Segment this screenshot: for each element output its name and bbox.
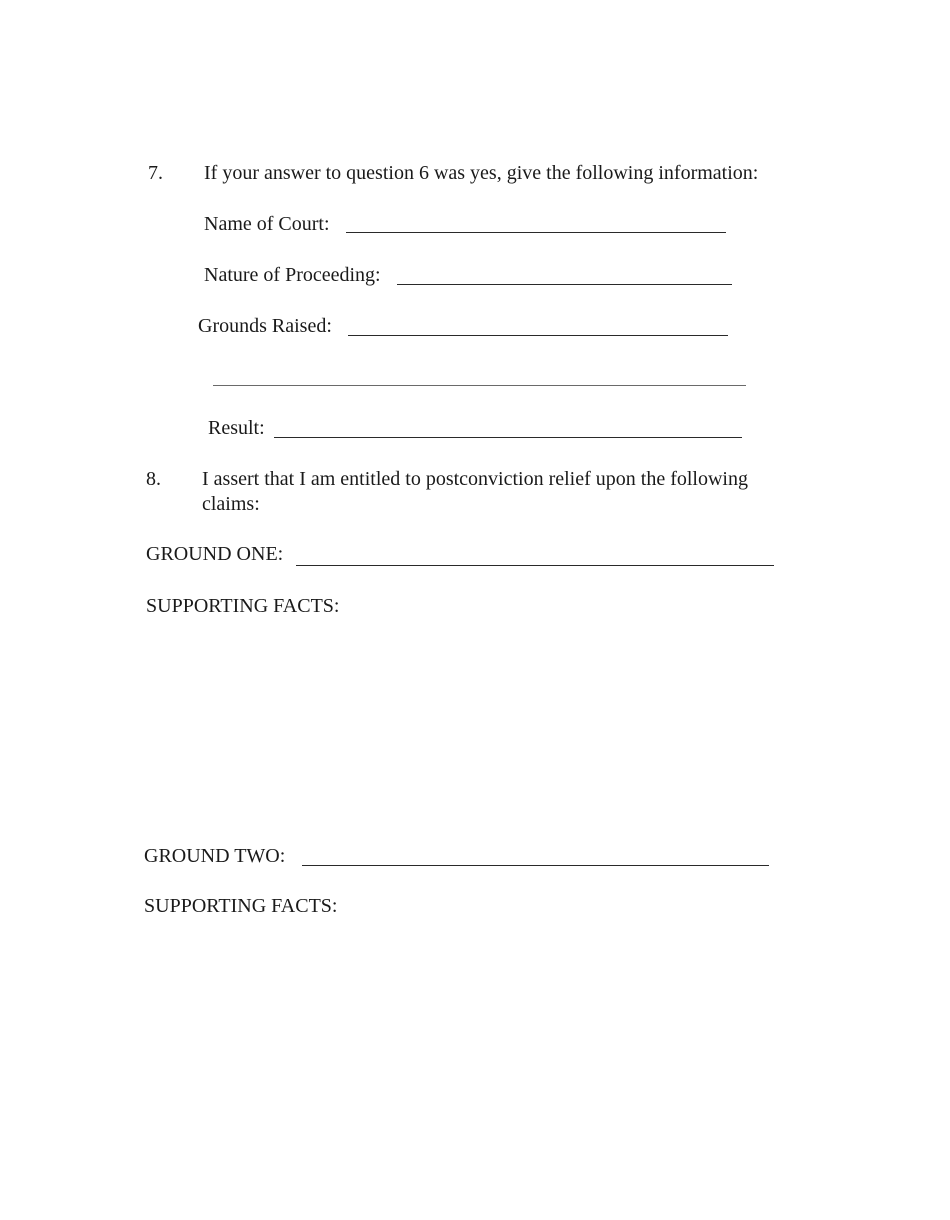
ground-two-label: GROUND TWO: — [144, 845, 286, 867]
ground-two-supporting-facts-label: SUPPORTING FACTS: — [144, 895, 338, 917]
grounds-raised-blank[interactable] — [348, 335, 728, 336]
ground-one-supporting-facts-area[interactable] — [146, 625, 776, 825]
nature-of-proceeding-label: Nature of Proceeding: — [204, 264, 381, 286]
ground-one-label: GROUND ONE: — [146, 543, 284, 565]
ground-two-supporting-facts-area[interactable] — [144, 925, 774, 1175]
question-8-line-1: I assert that I am entitled to postconviction relief upon the following — [202, 468, 748, 490]
result-label: Result: — [208, 417, 265, 439]
question-8-line-2: claims: — [202, 493, 260, 515]
name-of-court-label: Name of Court: — [204, 213, 330, 235]
question-7-prompt: If your answer to question 6 was yes, give the following information: — [204, 162, 759, 184]
grounds-raised-blank-continued[interactable] — [213, 385, 746, 386]
ground-one-supporting-facts-label: SUPPORTING FACTS: — [146, 595, 340, 617]
nature-of-proceeding-blank[interactable] — [397, 284, 732, 285]
grounds-raised-label: Grounds Raised: — [198, 315, 332, 337]
question-7-number: 7. — [148, 162, 163, 184]
ground-two-blank[interactable] — [302, 865, 769, 866]
result-blank[interactable] — [274, 437, 742, 438]
question-8-number: 8. — [146, 468, 161, 490]
name-of-court-blank[interactable] — [346, 232, 726, 233]
ground-one-blank[interactable] — [296, 565, 774, 566]
